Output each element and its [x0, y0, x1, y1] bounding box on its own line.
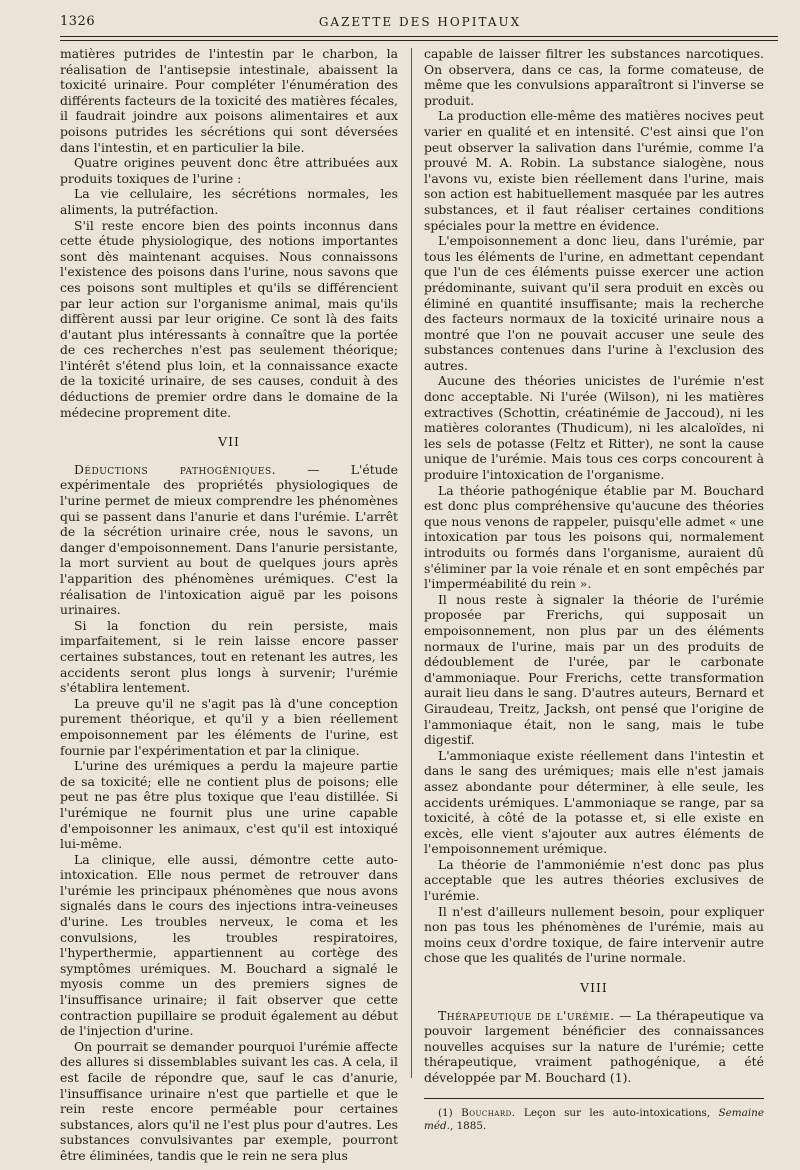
paragraph: La production elle-même des matières nocives peut varier en qualité et en intensité. C'est ainsi que l'on peut observer la salivation dans l'urémie, comme l'a prouvé M. A. Robin. La substance sialogène, nous l'avons vu, existe bien réellement dans l'urine, mais son action est habituellement masquée par les autres substances, et il faut réaliser certaines conditions spéciales pour la mettre en évidence.	[424, 108, 764, 233]
paragraph: La vie cellulaire, les sécrétions normales, les aliments, la putréfaction.	[60, 186, 398, 217]
footnote-number: (1)	[438, 1106, 462, 1119]
paragraph: Il nous reste à signaler la théorie de l'urémie proposée par Frerichs, qui supposait un empoisonnement, non plus par un des éléments normaux de l'urine, mais par un des produits de dédoublement de l'urée, par le carbonate d'ammoniaque. Pour Frerichs, cette transformation aurait lieu dans le sang. D'autres auteurs, Bernard et Giraudeau, Treitz, Jacksh, ont pensé que l'origine de l'ammoniaque était, non le sang, mais le tube digestif.	[424, 591, 764, 748]
paragraph	[424, 1008, 764, 1086]
left-column	[60, 46, 398, 1164]
page-number: 1326	[60, 14, 96, 29]
page-header	[60, 14, 780, 34]
paragraph: Quatre origines peuvent donc être attribuées aux produits toxiques de l'urine :	[60, 155, 398, 186]
footnote-author: Bouchard.	[461, 1106, 516, 1119]
paragraph-lead-heading: Thérapeutique de l'urémie.	[438, 1007, 615, 1023]
section-heading-vii: VII	[218, 434, 240, 450]
journal-title: GAZETTE DES HOPITAUX	[318, 15, 522, 29]
paragraph: La théorie de l'ammoniémie n'est donc pas plus acceptable que les autres théories exclusives de l'urémie.	[424, 856, 764, 904]
paragraph: S'il reste encore bien des points inconnus dans cette étude physiologique, des notions importantes sont dès maintenant acquises. Nous connaissons l'existence des poisons dans l'urine, nous savons que ces poisons sont multiples et qu'ils se différencient par leur action sur l'organisme animal, mais qu'ils diffèrent aussi par leur origine. Ce sont là des faits d'autant plus intéressants à connaître que la portée de ces recherches n'est pas seulement théorique; l'intérêt s'étend plus loin, et la connaissance exacte de la toxicité urinaire, de ses causes, conduit à des déductions de premier ordre dans le domaine de la médecine proprement dite.	[60, 217, 398, 420]
paragraph: L'ammoniaque existe réellement dans l'intestin et dans le sang des urémiques; mais elle n'est jamais assez abondante pour déterminer, à elle seule, les accidents urémiques. L'ammoniaque se range, par sa toxicité, à côté de la potasse et, si elle existe en excès, elle vient s'ajouter aux autres éléments de l'empoisonnement urémique.	[424, 747, 764, 857]
paragraph: L'urine des urémiques a perdu la majeure partie de sa toxicité; elle ne contient plus de poisons; elle peut ne pas être plus toxique que l'eau distillée. Si l'urémique ne fournit plus une urine capable d'empoisonner les animaux, c'est qu'il est intoxiqué lui-même.	[60, 758, 398, 852]
footnote-rule	[424, 1098, 764, 1099]
header-rule-thin	[60, 40, 778, 41]
column-separator	[411, 48, 412, 1078]
paragraph: Si la fonction du rein persiste, mais imparfaitement, si le rein laisse encore passer certaines substances, tout en retenant les autres, les accidents seront plus longs à survenir; l'urémie s'établira lentement.	[60, 617, 398, 696]
right-column	[424, 46, 764, 1133]
header-rule-thick	[60, 36, 778, 37]
paragraph-lead-heading: Déductions pathogéniques.	[74, 461, 277, 477]
footnote	[424, 1107, 764, 1133]
paragraph: La preuve qu'il ne s'agit pas là d'une conception purement théorique, et qu'il y a bien réellement empoisonnement par les éléments de l'urine, est fournie par l'expérimentation et par la clinique.	[60, 695, 398, 758]
paragraph: La clinique, elle aussi, démontre cette auto-intoxication. Elle nous permet de retrouver dans l'urémie les principaux phénomènes que nous avons signalés dans le cours des injections intra-veineuses d'urine. Les troubles nerveux, le coma et les convulsions, les troubles respiratoires, l'hyperthermie, appartiennent au cortège des symptômes urémiques. M. Bouchard a signalé le myosis comme un des premiers signes de l'insuffisance urinaire; il fait observer que cette contraction pupillaire se produit également au début de l'injection d'urine.	[60, 851, 398, 1039]
paragraph: matières putrides de l'intestin par le charbon, la réalisation de l'antisepsie intestinale, abaissent la toxicité urinaire. Pour compléter l'énumération des différents facteurs de la toxicité des matières fécales, il faudrait joindre aux poisons alimentaires et aux poisons putrides les sécrétions qui sont déversées dans l'intestin, et en particulier la bile.	[60, 46, 398, 155]
footnote-text: Leçon sur les auto-intoxications,	[515, 1106, 719, 1119]
paragraph-body: — L'étude expérimentale des propriétés physiologiques de l'urine permet de mieux comprendre les phénomènes qui se passent dans l'anurie et dans l'urémie. L'arrêt de la sécrétion urinaire crée, nous le savons, un danger d'empoisonnement. Dans l'anurie persistante, la mort survient au bout de quelques jours après l'apparition des phénomènes urémiques. C'est la réalisation de l'intoxication aiguë par les poisons urinaires.	[60, 461, 398, 618]
paragraph: capable de laisser filtrer les substances narcotiques. On observera, dans ce cas, la forme comateuse, de même que les convulsions apparaîtront si l'inverse se produit.	[424, 46, 764, 108]
section-heading-viii: VIII	[580, 980, 608, 996]
paragraph: Il n'est d'ailleurs nullement besoin, pour expliquer non pas tous les phénomènes de l'urémie, mais au moins ceux d'ordre toxique, de faire intervenir autre chose que les qualités de l'urine normale.	[424, 903, 764, 966]
paragraph	[60, 462, 398, 618]
paragraph: L'empoisonnement a donc lieu, dans l'urémie, par tous les éléments de l'urine, en admettant cependant que l'un de ces éléments puisse exercer une action prédominante, suivant qu'il sera produit en excès ou éliminé en quantité insuffisante; mais la recherche des facteurs normaux de la toxicité urinaire nous a montré que l'on ne pouvait accuser une seule des substances contenues dans l'urine à l'exclusion des autres.	[424, 233, 764, 373]
paragraph: Aucune des théories unicistes de l'urémie n'est donc acceptable. Ni l'urée (Wilson), ni les matières extractives (Schottin, créatinémie de Jaccoud), ni les matières colorantes (Thudicum), ni les alcaloïdes, ni les sels de potasse (Feltz et Ritter), ne sont la cause unique de l'urémie. Mais tous ces corps concourent à produire l'intoxication de l'organisme.	[424, 373, 764, 483]
paragraph: On pourrait se demander pourquoi l'urémie affecte des allures si dissemblables suivant les cas. A cela, il est facile de répondre que, sauf le cas d'anurie, l'insuffisance urinaire n'est que partielle et que le rein reste encore perméable pour certaines substances, alors qu'il ne l'est plus pour d'autres. Les substances convulsivantes par exemple, pourront être éliminées, tandis que le rein ne sera plus	[60, 1038, 398, 1163]
paragraph: La théorie pathogénique établie par M. Bouchard est donc plus compréhensive qu'aucune des théories que nous venons de rappeler, puisqu'elle admet « une intoxication par tous les poisons qui, normalement introduits ou formés dans l'organisme, auraient dû s'éliminer par la voie rénale et en sont empêchés par l'imperméabilité du rein ».	[424, 482, 764, 592]
footnote-journal: Semaine méd.	[424, 1106, 764, 1132]
footnote-year: , 1885.	[449, 1119, 487, 1132]
paragraph-body: — La thérapeutique va pouvoir largement bénéficier des connaissances nouvelles acquises sur la nature de l'urémie; cette thérapeutique, vraiment pathogénique, a été développée par M. Bouchard (1).	[424, 1007, 764, 1085]
